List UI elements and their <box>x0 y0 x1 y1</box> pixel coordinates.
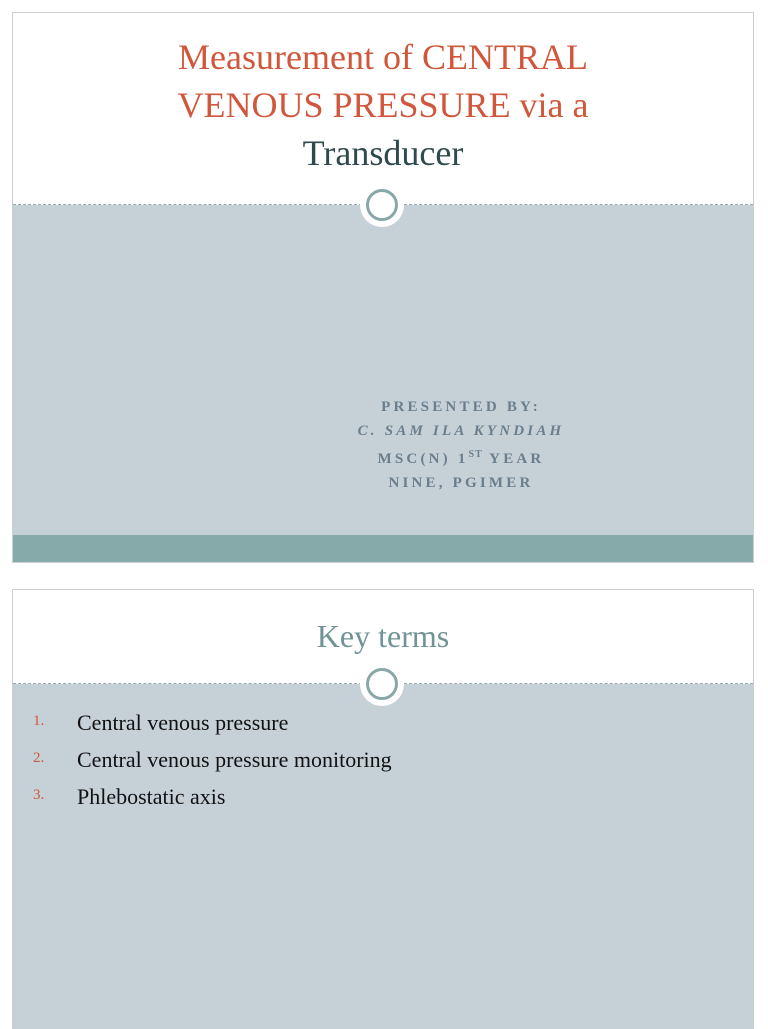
ring-ornament-icon <box>360 183 404 227</box>
slide-body-area <box>13 205 753 537</box>
title-slide <box>12 12 754 563</box>
presenter-course: MSC(N) 1ST YEAR <box>377 449 545 467</box>
list-item-number: 2. <box>33 750 45 766</box>
key-terms-slide <box>12 589 754 1029</box>
list-item-text: Central venous pressure <box>77 710 289 735</box>
list-item-number: 1. <box>33 713 45 729</box>
presenter-label: PRESENTED BY: <box>381 399 541 415</box>
slide-title: Key terms <box>316 618 450 654</box>
slide-body-area <box>13 684 753 1028</box>
presenter-block <box>291 395 631 495</box>
ring-ornament-icon <box>360 662 404 706</box>
list-item-text: Phlebostatic axis <box>77 784 226 809</box>
presenter-institute: NINE, PGIMER <box>388 475 534 491</box>
list-item-number: 3. <box>33 787 45 803</box>
slide-title-line-2: VENOUS PRESSURE via a <box>177 85 589 125</box>
slide-title-area <box>13 13 753 205</box>
presenter-name: C. SAM ILA KYNDIAH <box>357 423 565 439</box>
footer-band <box>13 535 753 562</box>
slide-title-line-1: Measurement of CENTRAL <box>178 37 588 77</box>
slide-title-line-3: Transducer <box>302 133 464 173</box>
list-item-text: Central venous pressure monitoring <box>77 747 392 772</box>
